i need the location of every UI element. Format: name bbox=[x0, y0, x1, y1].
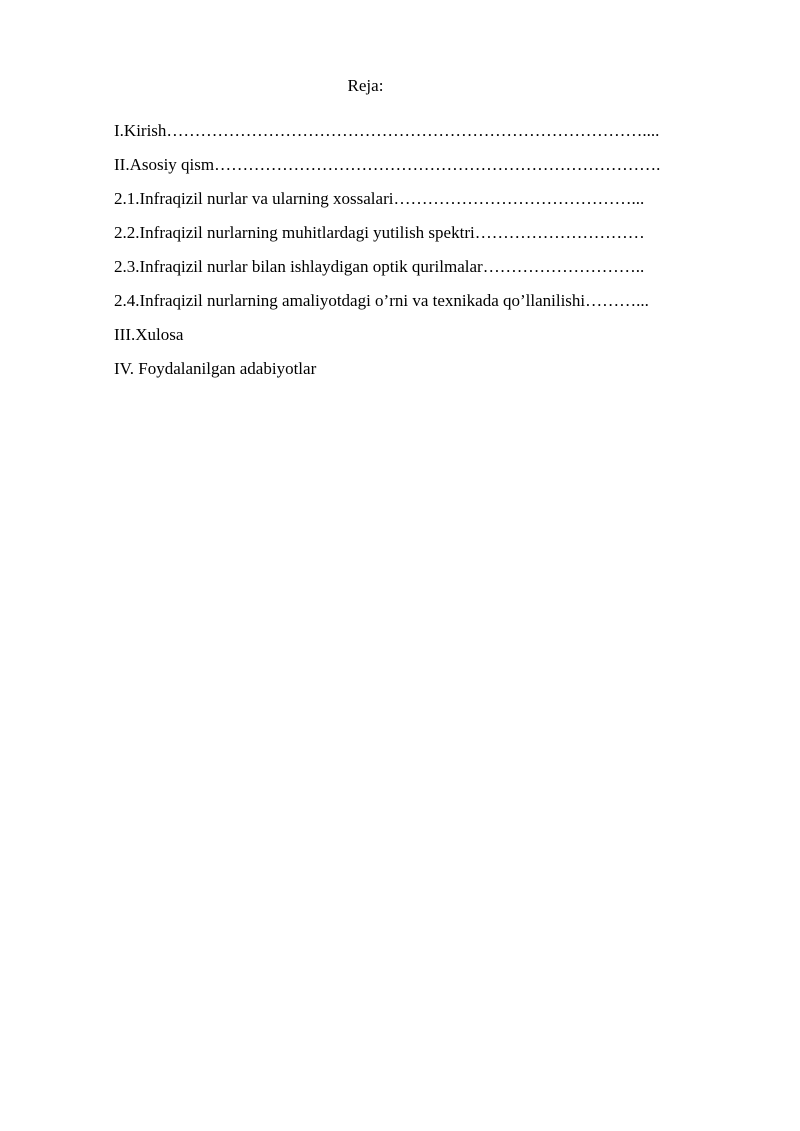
toc-item-2-3: 2.3.Infraqizil nurlar bilan ishlaydigan optik qurilmalar……………………….. bbox=[114, 257, 645, 276]
toc-item-introduction: I.Kirish………………………………………………………………………….... bbox=[114, 121, 660, 140]
toc-item-2-2: 2.2.Infraqizil nurlarning muhitlardagi yutilish spektri………………………… bbox=[114, 223, 645, 242]
toc-item-conclusion: III.Xulosa bbox=[114, 325, 184, 344]
toc-item-2-1: 2.1.Infraqizil nurlar va ularning xossalari……………………………………... bbox=[114, 189, 645, 208]
page-title: Reja: bbox=[347, 76, 384, 95]
toc-item-main-part: II.Asosiy qism……………………………………………………………………. bbox=[114, 155, 661, 174]
toc-item-references: IV. Foydalanilgan adabiyotlar bbox=[114, 359, 317, 378]
toc-item-2-4: 2.4.Infraqizil nurlarning amaliyotdagi o’rni va texnikada qo’llanilishi………... bbox=[114, 291, 649, 310]
table-of-contents bbox=[114, 118, 714, 390]
